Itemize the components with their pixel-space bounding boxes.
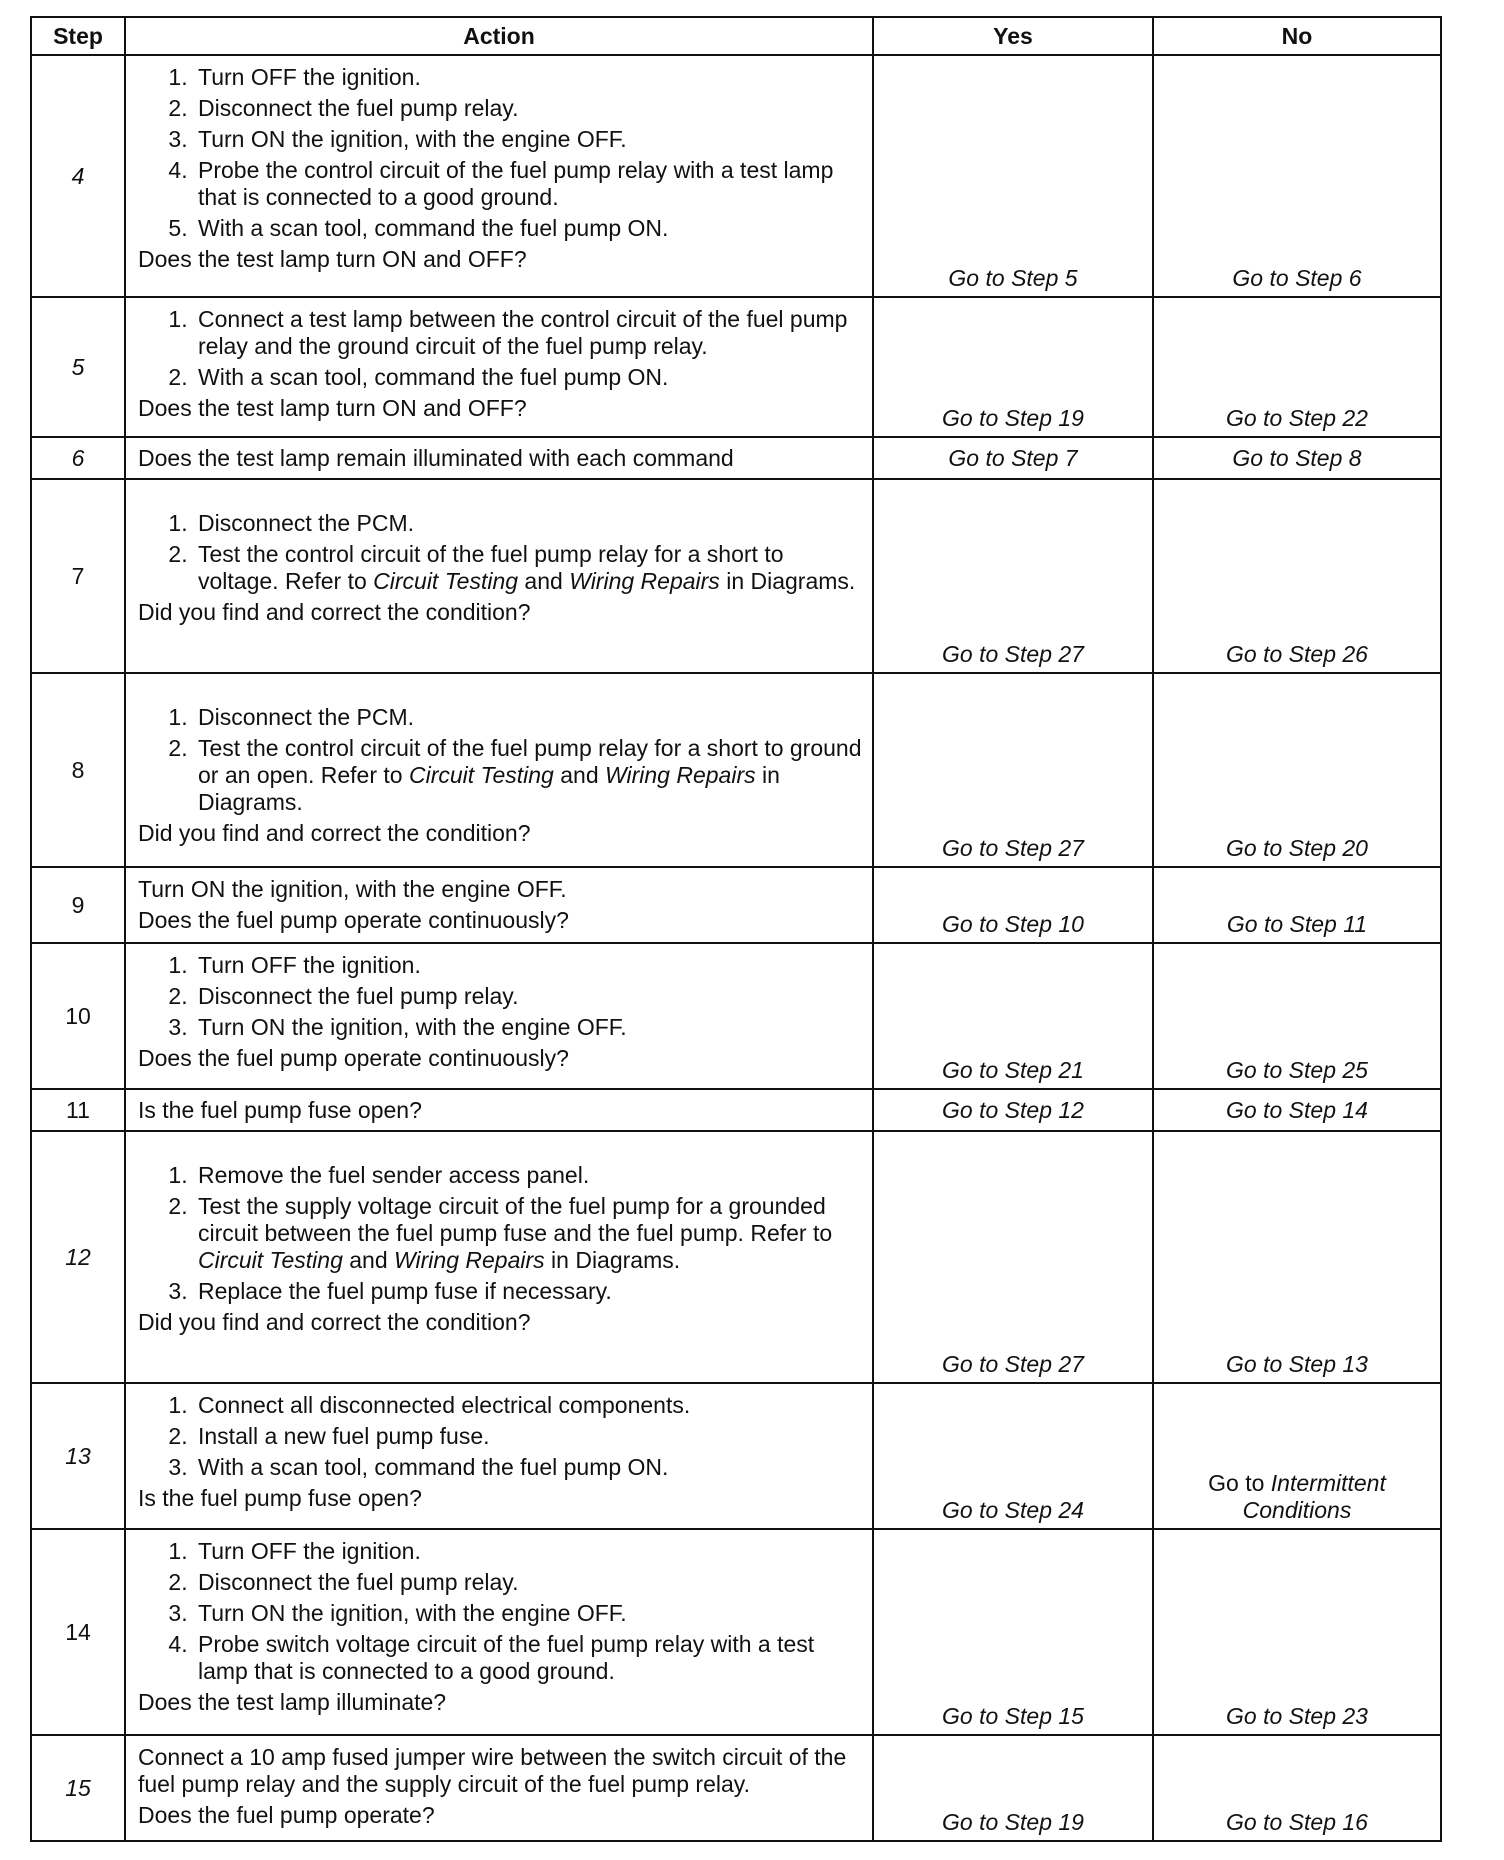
no-result: Go to Step 26 [1153, 479, 1441, 673]
item-text-italic: Circuit Testing [198, 1247, 343, 1273]
no-result-link-text: Intermittent Conditions [1242, 1470, 1386, 1523]
no-result: Go to Step 11 [1153, 867, 1441, 943]
list-item [194, 541, 864, 595]
header-action: Action [125, 17, 873, 55]
table-header-row [31, 17, 1441, 55]
question-text: Does the test lamp turn ON and OFF? [138, 246, 527, 272]
no-result: Go to Step 8 [1153, 437, 1441, 479]
item-text: in Diagrams. [719, 568, 856, 594]
action-cell [125, 55, 873, 297]
list-item: 3. Turn ON the ignition, with the engine OFF. [194, 1014, 864, 1041]
yes-result: Go to Step 19 [873, 1735, 1153, 1841]
yes-result: Go to Step 15 [873, 1529, 1153, 1735]
item-text: in Diagrams. [544, 1247, 681, 1273]
yes-result: Go to Step 27 [873, 1131, 1153, 1383]
question-text: Did you find and correct the condition? [138, 820, 531, 846]
yes-result: Go to Step 10 [873, 867, 1153, 943]
step-number: 7 [31, 479, 125, 673]
list-item: 5. With a scan tool, command the fuel pump ON. [194, 215, 864, 242]
action-cell [125, 479, 873, 673]
no-result-prefix: Go to [1208, 1470, 1271, 1496]
question-text: Does the fuel pump operate continuously? [138, 907, 569, 933]
action-cell [125, 943, 873, 1089]
action-cell [125, 297, 873, 437]
action-list [138, 1392, 864, 1481]
list-item: 1. Disconnect the PCM. [194, 510, 864, 537]
list-item: 3. Turn ON the ignition, with the engine OFF. [194, 1600, 864, 1627]
action-cell [125, 437, 873, 479]
action-list [138, 952, 864, 1041]
question-text: Is the fuel pump fuse open? [138, 1485, 422, 1511]
action-cell [125, 673, 873, 867]
table-row [31, 55, 1441, 297]
table-row [31, 867, 1441, 943]
yes-result: Go to Step 27 [873, 673, 1153, 867]
question-text: Does the fuel pump operate continuously? [138, 1045, 569, 1071]
action-cell [125, 1529, 873, 1735]
list-item: 1. Connect a test lamp between the control circuit of the fuel pump relay and the ground circuit of the fuel pump relay. [194, 306, 864, 360]
list-item: 2. Disconnect the fuel pump relay. [194, 983, 864, 1010]
table-row [31, 1735, 1441, 1841]
list-item: 2. Install a new fuel pump fuse. [194, 1423, 864, 1450]
list-item: 4. Probe the control circuit of the fuel pump relay with a test lamp that is connected to a good ground. [194, 157, 864, 211]
question-text: Does the test lamp illuminate? [138, 1689, 447, 1715]
list-item: 2. Disconnect the fuel pump relay. [194, 1569, 864, 1596]
item-text: in Diagrams. [198, 762, 780, 815]
item-text-italic: Circuit Testing [408, 762, 554, 788]
action-cell [125, 1089, 873, 1131]
item-text-italic: Circuit Testing [373, 568, 519, 594]
step-number: 15 [31, 1735, 125, 1841]
action-cell [125, 1131, 873, 1383]
no-result: Go to Step 20 [1153, 673, 1441, 867]
yes-result: Go to Step 19 [873, 297, 1153, 437]
yes-result: Go to Step 7 [873, 437, 1153, 479]
step-number: 8 [31, 673, 125, 867]
list-item: 1. Disconnect the PCM. [194, 704, 864, 731]
table-row [31, 1131, 1441, 1383]
no-result: Go to Step 22 [1153, 297, 1441, 437]
item-text: Test the control circuit of the fuel pump relay for a short to ground or an open. Refer to [198, 735, 862, 788]
list-item: 2. Disconnect the fuel pump relay. [194, 95, 864, 122]
question-text: Does the fuel pump operate? [138, 1802, 435, 1828]
action-list [138, 1538, 864, 1685]
item-text: Test the supply voltage circuit of the fuel pump for a grounded circuit between the fuel pump fuse and the fuel pump. Refer to [198, 1193, 833, 1246]
action-cell [125, 867, 873, 943]
no-result: Go to Step 25 [1153, 943, 1441, 1089]
diagnostic-table [30, 16, 1442, 1842]
action-cell [125, 1735, 873, 1841]
action-list [138, 64, 864, 242]
item-text: and [553, 762, 605, 788]
no-result: Go to Step 23 [1153, 1529, 1441, 1735]
yes-result: Go to Step 24 [873, 1383, 1153, 1529]
item-text-italic: Wiring Repairs [569, 568, 720, 594]
header-step: Step [31, 17, 125, 55]
list-item: 4. Probe switch voltage circuit of the fuel pump relay with a test lamp that is connected to a good ground. [194, 1631, 864, 1685]
step-number: 4 [31, 55, 125, 297]
header-no: No [1153, 17, 1441, 55]
list-item: 1. Connect all disconnected electrical components. [194, 1392, 864, 1419]
step-number: 9 [31, 867, 125, 943]
table-row [31, 673, 1441, 867]
item-text: and [518, 568, 570, 594]
no-result: Go to Step 16 [1153, 1735, 1441, 1841]
yes-result: Go to Step 5 [873, 55, 1153, 297]
list-item: 1. Turn OFF the ignition. [194, 1538, 864, 1565]
list-item [194, 735, 864, 816]
no-result: Go to Step 14 [1153, 1089, 1441, 1131]
action-text: Connect a 10 amp fused jumper wire between the switch circuit of the fuel pump relay and the supply circuit of the fuel pump relay. [138, 1744, 847, 1797]
table-row [31, 437, 1441, 479]
action-text: Turn ON the ignition, with the engine OFF. [138, 876, 567, 902]
no-result: Go to Step 6 [1153, 55, 1441, 297]
step-number: 10 [31, 943, 125, 1089]
action-list [138, 1162, 864, 1305]
action-list [138, 704, 864, 816]
list-item: 3. Replace the fuel pump fuse if necessary. [194, 1278, 864, 1305]
yes-result: Go to Step 27 [873, 479, 1153, 673]
step-number: 14 [31, 1529, 125, 1735]
action-cell [125, 1383, 873, 1529]
step-number: 5 [31, 297, 125, 437]
step-number: 13 [31, 1383, 125, 1529]
yes-result: Go to Step 12 [873, 1089, 1153, 1131]
table-row [31, 1089, 1441, 1131]
no-result [1153, 1383, 1441, 1529]
table-row [31, 479, 1441, 673]
action-list [138, 510, 864, 595]
list-item: 1. Remove the fuel sender access panel. [194, 1162, 864, 1189]
list-item: 3. Turn ON the ignition, with the engine OFF. [194, 126, 864, 153]
question-text: Did you find and correct the condition? [138, 599, 531, 625]
header-yes: Yes [873, 17, 1153, 55]
item-text-italic: Wiring Repairs [605, 762, 756, 788]
item-text: and [342, 1247, 395, 1273]
step-number: 12 [31, 1131, 125, 1383]
step-number: 6 [31, 437, 125, 479]
list-item: 1. Turn OFF the ignition. [194, 64, 864, 91]
item-text-italic: Wiring Repairs [394, 1247, 545, 1273]
list-item: 1. Turn OFF the ignition. [194, 952, 864, 979]
question-text: Is the fuel pump fuse open? [138, 1096, 422, 1123]
question-text: Does the test lamp turn ON and OFF? [138, 395, 527, 421]
table-row [31, 943, 1441, 1089]
diagnostic-table-page [30, 16, 1440, 1842]
list-item: 3. With a scan tool, command the fuel pump ON. [194, 1454, 864, 1481]
item-text: Test the control circuit of the fuel pump relay for a short to voltage. Refer to [198, 541, 784, 594]
yes-result: Go to Step 21 [873, 943, 1153, 1089]
action-list [138, 306, 864, 391]
question-text: Does the test lamp remain illuminated with each command [138, 444, 734, 471]
list-item: 2. With a scan tool, command the fuel pump ON. [194, 364, 864, 391]
table-row [31, 297, 1441, 437]
list-item [194, 1193, 864, 1274]
no-result: Go to Step 13 [1153, 1131, 1441, 1383]
question-text: Did you find and correct the condition? [138, 1309, 531, 1335]
table-row [31, 1529, 1441, 1735]
step-number: 11 [31, 1089, 125, 1131]
table-row [31, 1383, 1441, 1529]
